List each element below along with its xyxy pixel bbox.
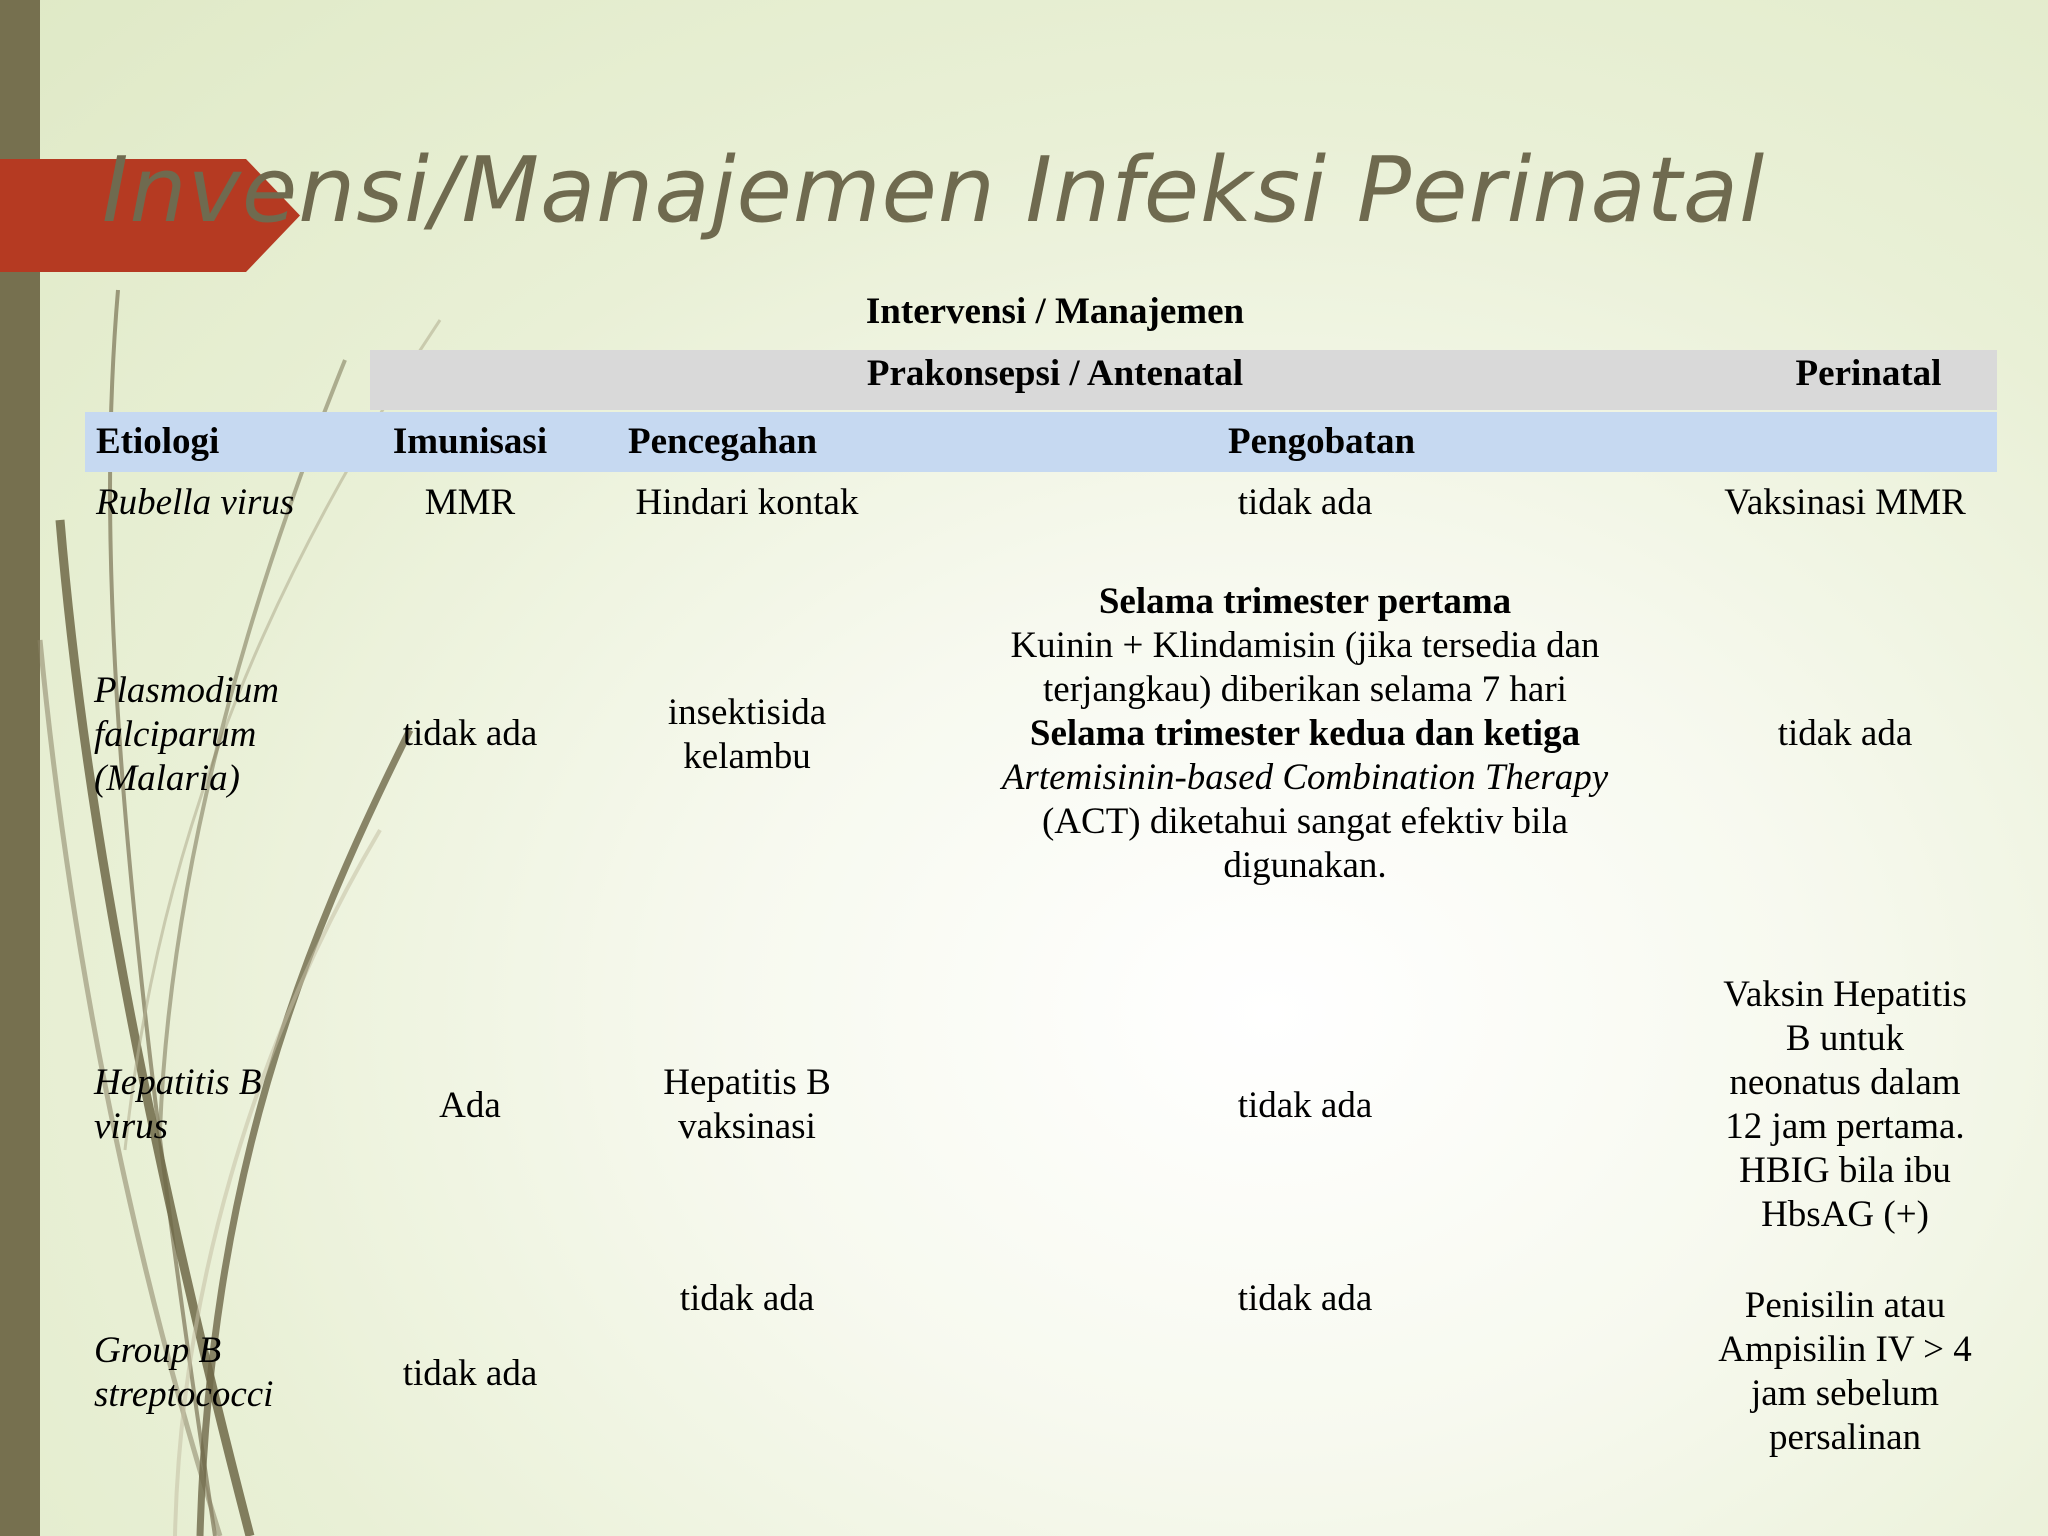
column-header-imunisasi: Imunisasi	[392, 421, 548, 462]
etiologi-cell: Group B streptococci	[94, 1330, 274, 1415]
perinatal-cell: tidak ada	[1777, 713, 1913, 754]
etiologi-cell: Rubella virus	[96, 482, 295, 523]
pencegahan-cell: insektisida kelambu	[667, 692, 827, 777]
imunisasi-cell: tidak ada	[402, 1353, 538, 1394]
subgroup-perinatal: Perinatal	[1795, 353, 1942, 394]
column-header-pengobatan: Pengobatan	[1228, 421, 1416, 462]
perinatal-cell: Vaksin Hepatitis B untuk neonatus dalam 12 jam pertama. HBIG bila ibu HbsAG (+)	[1723, 974, 1967, 1235]
pengobatan-cell: tidak ada	[1237, 482, 1373, 523]
slide-title: Invensi/Manajemen Infeksi Perinatal	[102, 138, 1766, 243]
etiologi-cell: Hepatitis B virus	[94, 1062, 262, 1147]
pengobatan-cell: tidak ada	[1237, 1278, 1373, 1319]
etiologi-cell: Plasmodium falciparum (Malaria)	[94, 670, 279, 799]
column-header-pencegahan: Pencegahan	[628, 421, 818, 462]
pengobatan-cell: Selama trimester pertama Kuinin + Klindamisin (jika tersedia dan terjangkau) diberikan selama 7 hari Selama trimester kedua dan ketiga Artemisinin-based Combination Therapy (ACT) diketahui sangat efektiv bila digunakan.	[1001, 581, 1609, 886]
subgroup-antenatal: Prakonsepsi / Antenatal	[866, 353, 1244, 394]
imunisasi-cell: MMR	[424, 482, 516, 523]
pencegahan-cell: tidak ada	[679, 1278, 815, 1319]
perinatal-cell: Penisilin atau Ampisilin IV > 4 jam sebelum persalinan	[1718, 1285, 1972, 1458]
imunisasi-cell: Ada	[439, 1085, 501, 1126]
group-header: Intervensi / Manajemen	[865, 291, 1245, 332]
column-header-etiologi: Etiologi	[96, 421, 220, 462]
imunisasi-cell: tidak ada	[402, 713, 538, 754]
pencegahan-cell: Hindari kontak	[635, 482, 859, 523]
pengobatan-cell: tidak ada	[1237, 1085, 1373, 1126]
perinatal-cell: Vaksinasi MMR	[1724, 482, 1966, 523]
pencegahan-cell: Hepatitis B vaksinasi	[663, 1062, 831, 1147]
